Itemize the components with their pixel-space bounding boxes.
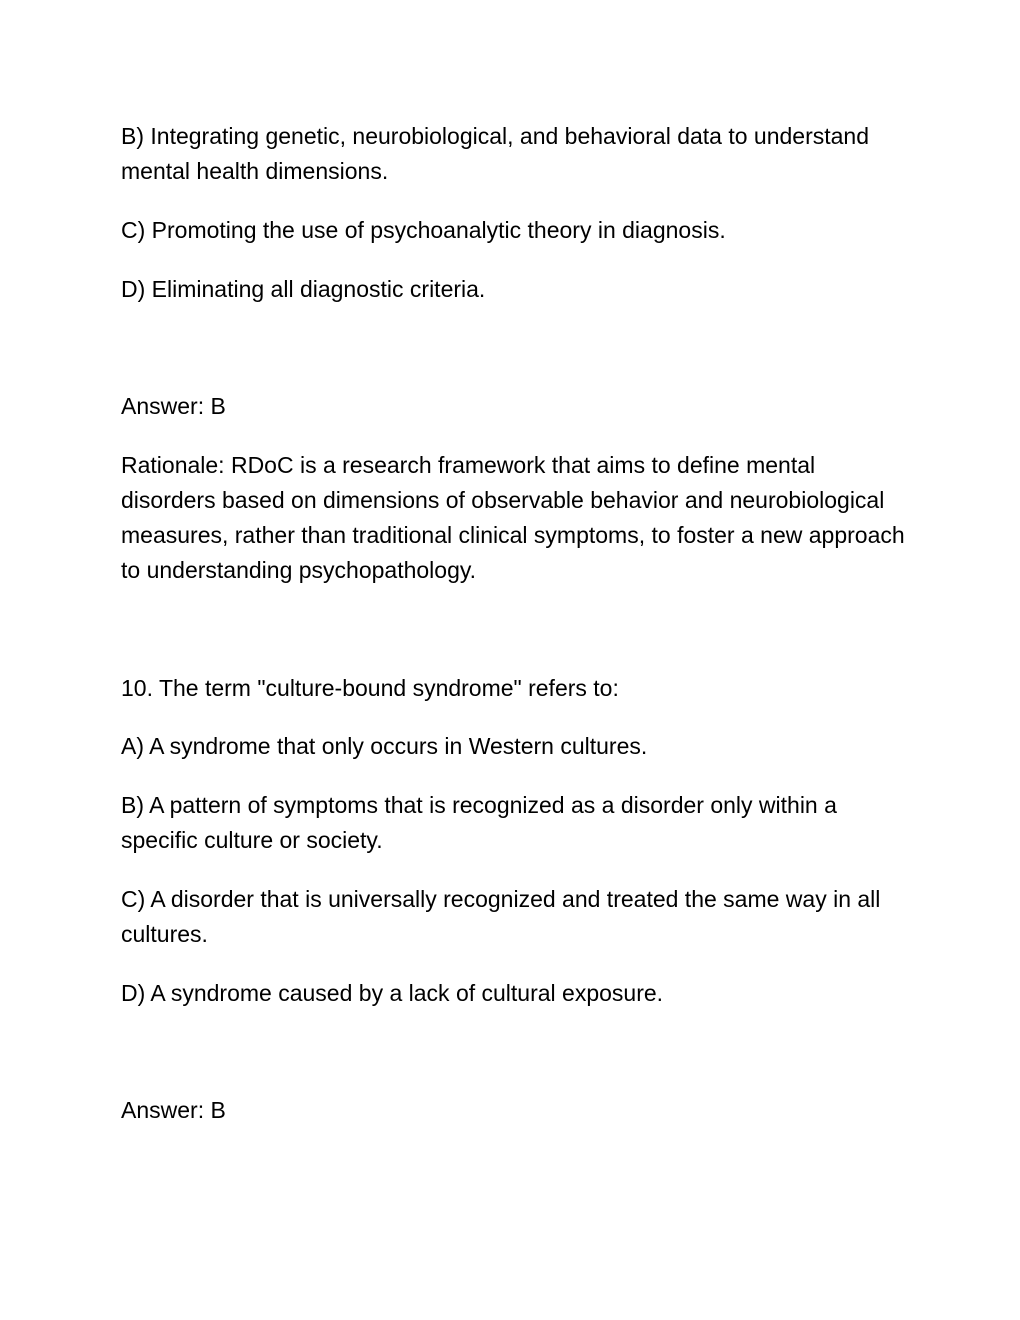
q9-rationale: Rationale: RDoC is a research framework that aims to define mental disorders based on dimensions of observable behavior and neurobiological measures, rather than traditional clinical symptoms, to foster a new approach to understanding psychopathology.: [121, 452, 905, 583]
q10-answer: Answer: B: [121, 1097, 226, 1123]
q9-answer: Answer: B: [121, 393, 226, 419]
q9-option-b: B) Integrating genetic, neurobiological, and behavioral data to understand mental health dimensions.: [121, 123, 870, 184]
q10-option-a: A) A syndrome that only occurs in Western cultures.: [121, 733, 648, 759]
q10-option-b: B) A pattern of symptoms that is recognized as a disorder only within a specific culture or society.: [121, 792, 837, 853]
q9-option-c: C) Promoting the use of psychoanalytic theory in diagnosis.: [121, 217, 726, 243]
q10-question: 10. The term "culture-bound syndrome" refers to:: [121, 675, 619, 701]
q10-option-c: C) A disorder that is universally recognized and treated the same way in all cultures.: [121, 886, 881, 947]
q10-option-d: D) A syndrome caused by a lack of cultural exposure.: [121, 980, 664, 1006]
q9-option-d: D) Eliminating all diagnostic criteria.: [121, 276, 486, 302]
